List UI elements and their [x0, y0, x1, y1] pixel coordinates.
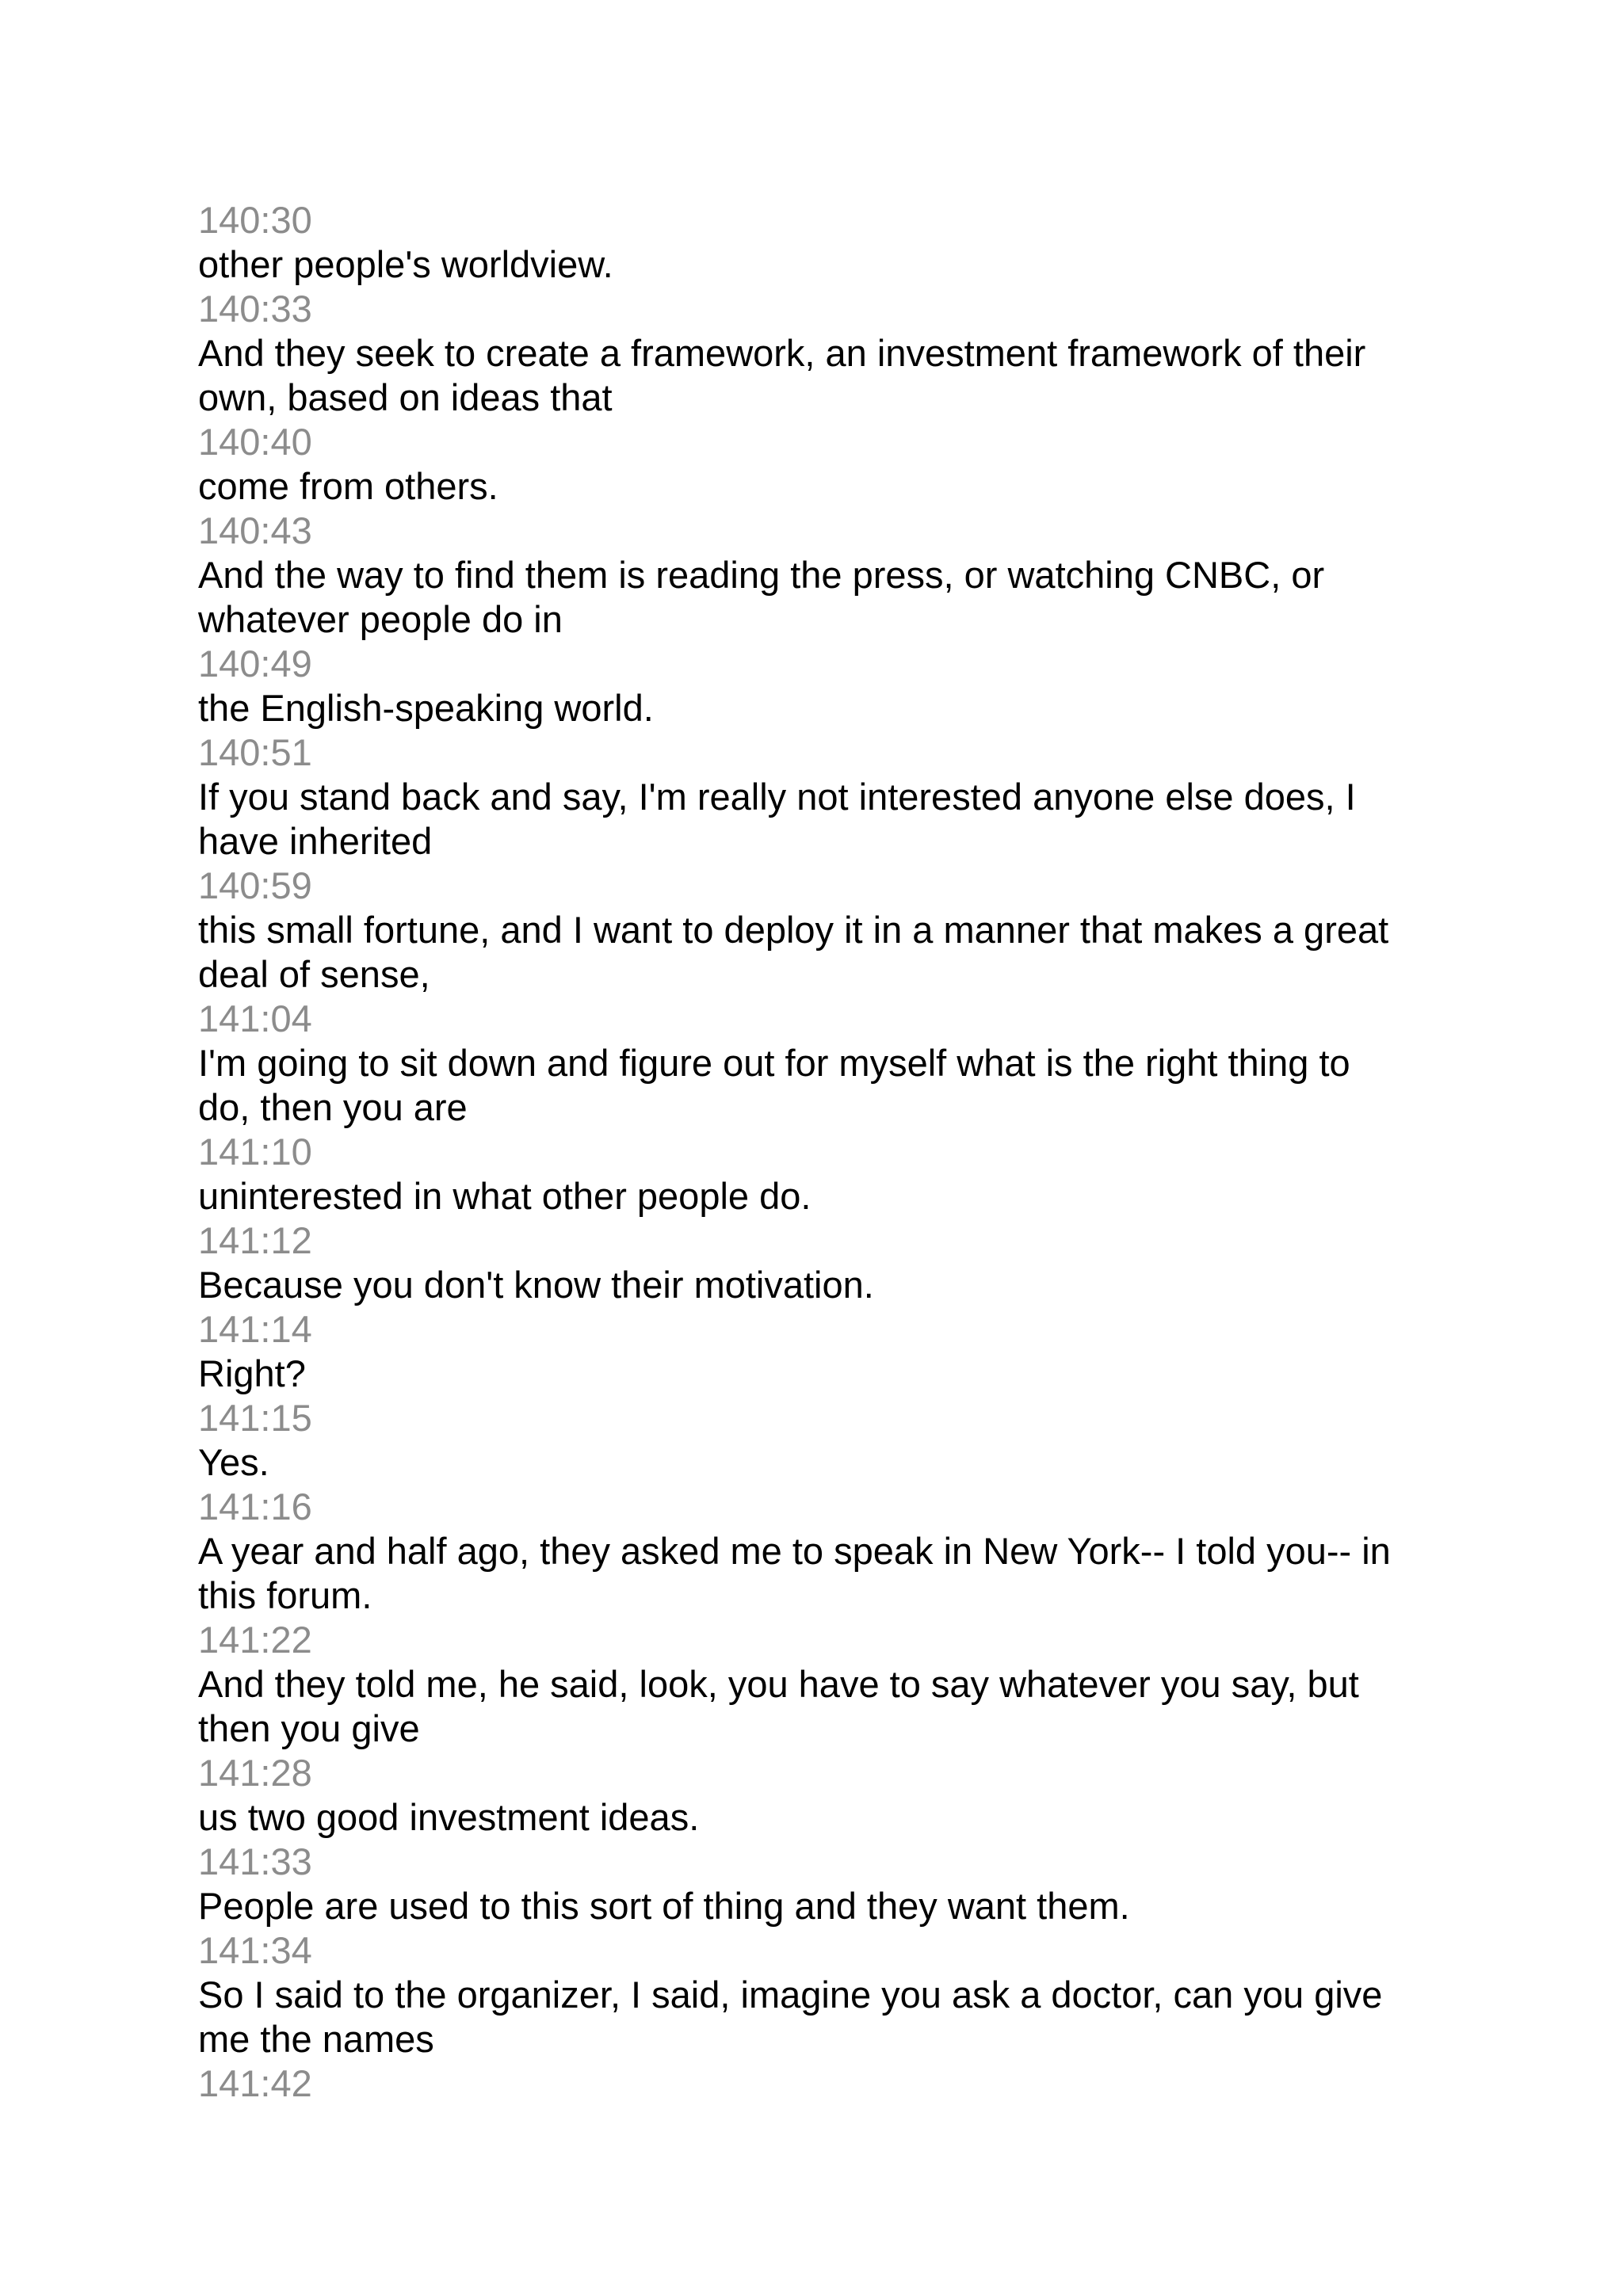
transcript-entry: [198, 509, 1434, 642]
transcript-entry: [198, 997, 1434, 1130]
transcript-line: And the way to find them is reading the press, or watching CNBC, or: [198, 554, 1325, 596]
timestamp: 141:42: [198, 2062, 312, 2104]
transcript-entry: [198, 420, 1434, 509]
transcript-line: uninterested in what other people do.: [198, 1175, 812, 1217]
transcript-line: And they seek to create a framework, an investment framework of their: [198, 332, 1366, 374]
timestamp: 141:14: [198, 1308, 312, 1350]
timestamp: 141:10: [198, 1131, 312, 1173]
timestamp: 140:43: [198, 509, 312, 551]
transcript-line: do, then you are: [198, 1086, 468, 1128]
transcript-line: come from others.: [198, 465, 498, 507]
transcript-entry: [198, 1219, 1434, 1307]
timestamp: 140:40: [198, 421, 312, 463]
transcript-entry: [198, 1928, 1434, 2061]
transcript-entry: [198, 1618, 1434, 1751]
transcript-line: whatever people do in: [198, 598, 563, 640]
transcript-entry: [198, 730, 1434, 864]
timestamp: 141:15: [198, 1397, 312, 1439]
timestamp: 141:28: [198, 1752, 312, 1794]
transcript-line: the English-speaking world.: [198, 687, 654, 729]
transcript-line: have inherited: [198, 820, 433, 862]
transcript-entry: [198, 2061, 1434, 2106]
timestamp: 141:16: [198, 1486, 312, 1527]
timestamp: 141:33: [198, 1840, 312, 1882]
timestamp: 140:51: [198, 731, 312, 773]
transcript-line: me the names: [198, 2018, 434, 2060]
transcript-line: If you stand back and say, I'm really not interested anyone else does, I: [198, 776, 1356, 818]
transcript-line: other people's worldview.: [198, 243, 613, 285]
timestamp: 141:22: [198, 1619, 312, 1661]
transcript-line: Yes.: [198, 1441, 269, 1483]
transcript-line: own, based on ideas that: [198, 376, 613, 418]
transcript-entry: [198, 1307, 1434, 1396]
transcript-line: So I said to the organizer, I said, imagine you ask a doctor, can you give: [198, 1974, 1383, 2016]
transcript-line: Right?: [198, 1352, 306, 1394]
transcript-entry: [198, 287, 1434, 420]
transcript-line: this small fortune, and I want to deploy it in a manner that makes a great: [198, 909, 1389, 951]
timestamp: 140:59: [198, 864, 312, 906]
timestamp: 141:04: [198, 997, 312, 1039]
transcript-entry: [198, 198, 1434, 287]
transcript-line: A year and half ago, they asked me to speak in New York-- I told you-- in: [198, 1530, 1391, 1572]
transcript-line: And they told me, he said, look, you have to say whatever you say, but: [198, 1663, 1359, 1705]
transcript-line: Because you don't know their motivation.: [198, 1264, 874, 1306]
transcript-entry: [198, 1840, 1434, 1928]
transcript-entry: [198, 1751, 1434, 1840]
transcript-line: us two good investment ideas.: [198, 1796, 700, 1838]
transcript-line: People are used to this sort of thing and they want them.: [198, 1885, 1130, 1927]
transcript-entry: [198, 1485, 1434, 1618]
timestamp: 140:33: [198, 288, 312, 330]
transcript-entry: [198, 1130, 1434, 1219]
timestamp: 141:12: [198, 1219, 312, 1261]
timestamp: 140:49: [198, 643, 312, 685]
timestamp: 141:34: [198, 1929, 312, 1971]
transcript-line: I'm going to sit down and figure out for myself what is the right thing to: [198, 1042, 1350, 1084]
transcript-entry: [198, 864, 1434, 997]
transcript-entry: [198, 1396, 1434, 1485]
transcript-line: this forum.: [198, 1574, 372, 1616]
transcript-line: deal of sense,: [198, 953, 430, 995]
timestamp: 140:30: [198, 199, 312, 241]
transcript-line: then you give: [198, 1707, 420, 1749]
transcript-page: [198, 198, 1434, 2106]
transcript-entry: [198, 642, 1434, 730]
